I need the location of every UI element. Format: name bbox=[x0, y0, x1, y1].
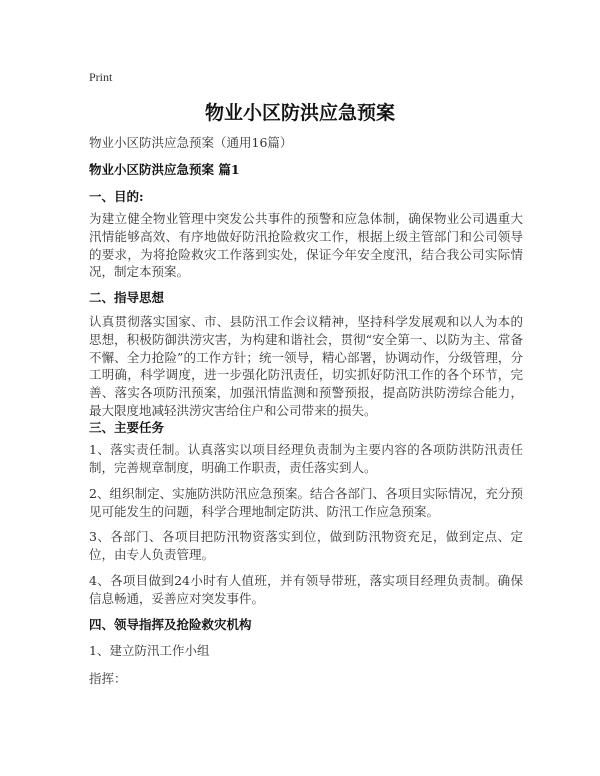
command-label: 指挥： bbox=[89, 671, 127, 686]
task-item-2: 2、组织制定、实施防洪防汛应急预案。结合各部门、各项目实际情况，充分预见可能发生的问题，科学合理地制定防洪、防汛工作应急预案。 bbox=[89, 486, 523, 519]
section-heading-leadership: 四、领导指挥及抢险救灾机构 bbox=[89, 617, 252, 632]
paragraph-purpose: 为建立健全物业管理中突发公共事件的预警和应急体制，确保物业公司遇重大汛情能够高效、有序地做好防汛抢险救灾工作，根据上级主管部门和公司领导的要求，为将抢险救灾工作落到实处，保证今年安全度汛，结合我公司实际情况，制定本预案。 bbox=[89, 211, 523, 280]
leadership-item-1: 1、建立防汛工作小组 bbox=[89, 643, 210, 658]
task-item-1: 1、落实责任制。认真落实以项目经理负责制为主要内容的各项防洪防汛责任制，完善规章制度，明确工作职责，责任落实到人。 bbox=[89, 442, 523, 475]
section-heading-purpose: 一、目的: bbox=[89, 189, 144, 204]
print-link[interactable]: Print bbox=[89, 70, 113, 84]
page-title: 物业小区防洪应急预案 bbox=[204, 102, 395, 124]
paragraph-guiding: 认真贯彻落实国家、市、县防汛工作会议精神，坚持科学发展观和以人为本的思想，积极防御洪涝灾害，为构建和谐社会，贯彻“安全第一、以防为主、常备不懈、全力抢险”的工作方针；统一领导，精心部署，协调动作，分级管理，分工明确，科学调度，进一步强化防汛责任，切实抓好防汛工作的各个环节，完善、落实各项防汛预案，加强汛情监测和预警预报，提高防洪防涝综合能力，最大限度地减轻洪涝灾害给住户和公司带来的损失。 bbox=[89, 314, 523, 418]
task-item-3: 3、各部门、各项目把防汛物资落实到位，做到防汛物资充足，做到定点、定位，由专人负责管理。 bbox=[89, 529, 523, 562]
task-item-4: 4、各项目做到24小时有人值班，并有领导带班，落实项目经理负责制。确保信息畅通，妥善应对突发事件。 bbox=[89, 573, 523, 606]
section-heading-tasks: 三、主要任务 bbox=[89, 420, 165, 435]
subtitle: 物业小区防洪应急预案（通用16篇） bbox=[89, 135, 293, 150]
article-heading: 物业小区防洪应急预案 篇1 bbox=[89, 162, 240, 177]
section-heading-guiding: 二、指导思想 bbox=[89, 290, 165, 305]
